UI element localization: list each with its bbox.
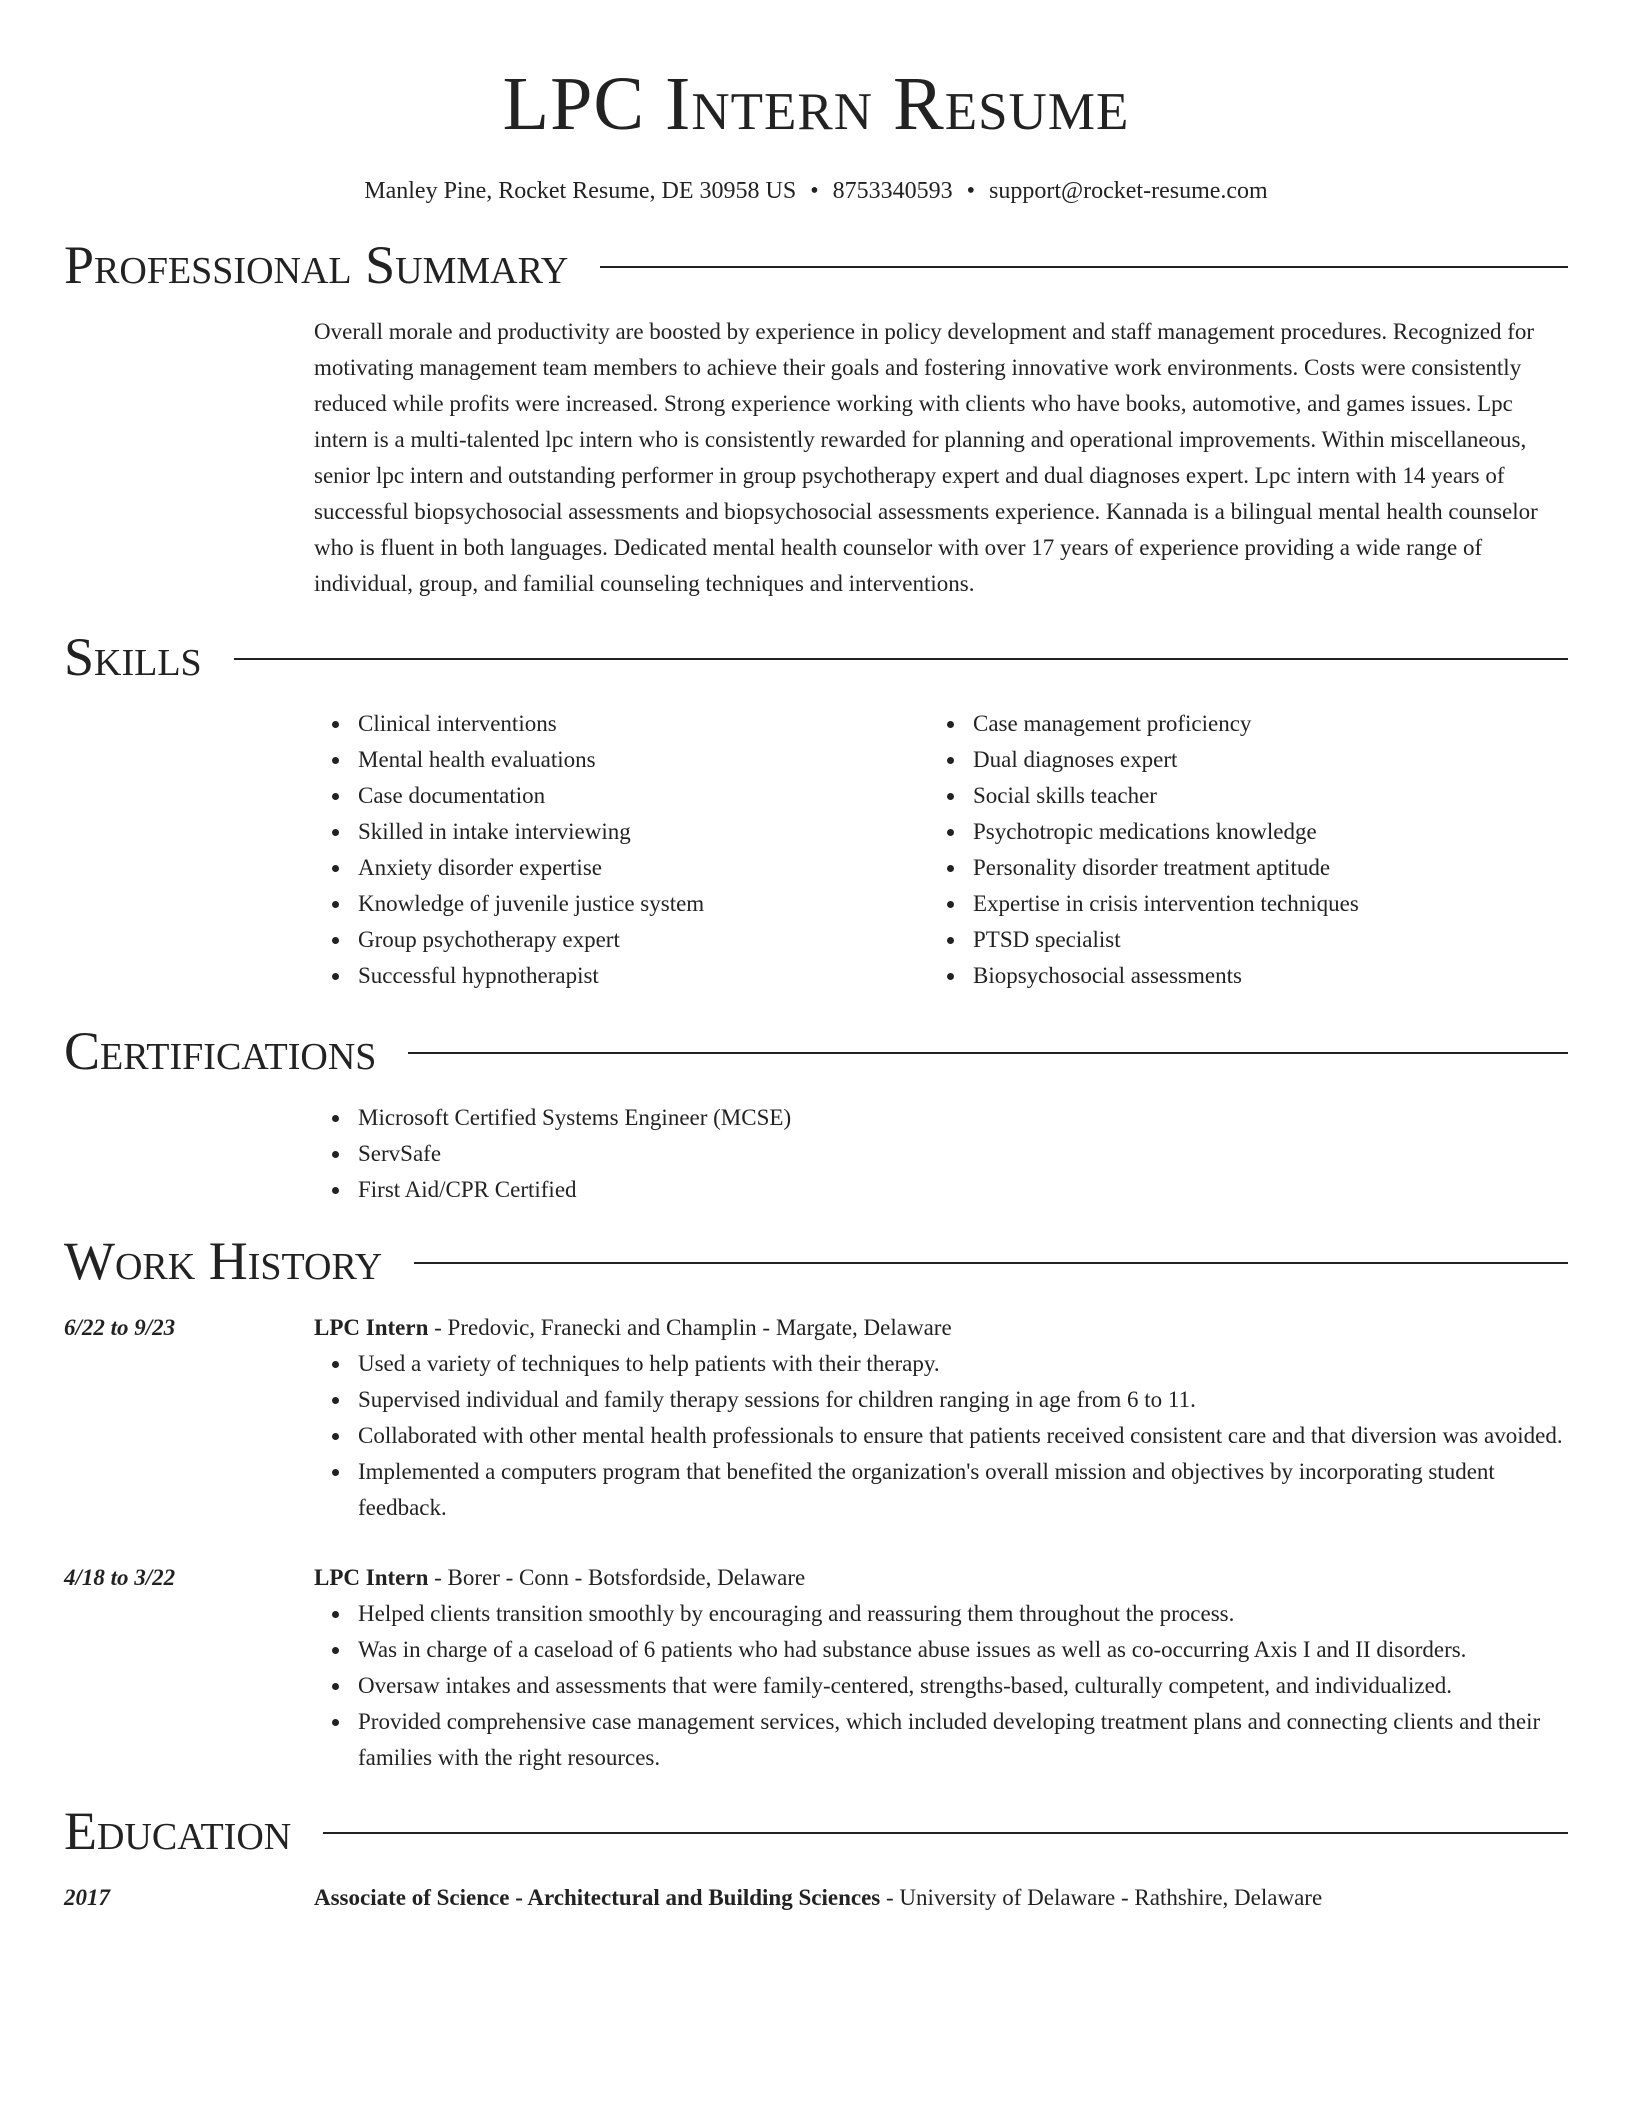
contact-address: Manley Pine, Rocket Resume, DE 30958 US — [364, 178, 797, 204]
skill-item: Group psychotherapy expert — [358, 922, 929, 958]
section-divider — [323, 1832, 1568, 1834]
skill-item: Psychotropic medications knowledge — [973, 814, 1544, 850]
resume-header — [64, 0, 1568, 206]
education-year: 2017 — [64, 1885, 110, 1910]
job-body — [314, 1560, 1568, 1776]
skills-column-left — [314, 706, 929, 994]
contact-email: support@rocket-resume.com — [989, 178, 1268, 204]
skill-item: Skilled in intake interviewing — [358, 814, 929, 850]
job-role: LPC Intern — [314, 1315, 429, 1340]
certification-item: ServSafe — [358, 1136, 1568, 1172]
section-title: Certifications — [64, 1021, 377, 1081]
job-employer: - Predovic, Franecki and Champlin - Margate, Delaware — [428, 1315, 952, 1340]
section-title: Professional Summary — [64, 235, 569, 295]
section-divider — [414, 1262, 1568, 1264]
resume-title: LPC Intern Resume — [502, 62, 1130, 146]
job-bullet: Helped clients transition smoothly by encouraging and reassuring them throughout the process. — [358, 1596, 1568, 1632]
job-title-line — [314, 1310, 1568, 1346]
skill-item: Anxiety disorder expertise — [358, 850, 929, 886]
work-history-section — [64, 1226, 1568, 1776]
job-bullet: Collaborated with other mental health professionals to ensure that patients received consistent care and that diversion was avoided. — [358, 1418, 1568, 1454]
education-line — [314, 1880, 1568, 1916]
contact-phone: 8753340593 — [832, 178, 953, 204]
skill-item: PTSD specialist — [973, 922, 1544, 958]
certification-item: Microsoft Certified Systems Engineer (MCSE) — [358, 1100, 1568, 1136]
skill-item: Social skills teacher — [973, 778, 1544, 814]
job-body — [314, 1310, 1568, 1526]
summary-heading — [64, 230, 1568, 300]
contact-line — [64, 176, 1568, 206]
skill-item: Successful hypnotherapist — [358, 958, 929, 994]
summary-section — [64, 230, 1568, 602]
job-bullet: Provided comprehensive case management services, which included developing treatment plans and connecting clients and their families with the right resources. — [358, 1704, 1568, 1776]
skill-item: Personality disorder treatment aptitude — [973, 850, 1544, 886]
skill-item: Knowledge of juvenile justice system — [358, 886, 929, 922]
skill-item: Case documentation — [358, 778, 929, 814]
skill-item: Case management proficiency — [973, 706, 1544, 742]
job-bullet: Oversaw intakes and assessments that were family-centered, strengths-based, culturally competent, and individualized. — [358, 1668, 1568, 1704]
education-heading — [64, 1796, 1568, 1866]
skills-grid — [314, 706, 1568, 994]
work-history-heading — [64, 1226, 1568, 1296]
certifications-section — [64, 1016, 1568, 1208]
job-dates: 6/22 to 9/23 — [64, 1315, 176, 1340]
job-bullet: Was in charge of a caseload of 6 patients who had substance abuse issues as well as co-occurring Axis I and II disorders. — [358, 1632, 1568, 1668]
contact-separator: • — [810, 178, 819, 204]
section-title: Work History — [64, 1231, 383, 1291]
section-divider — [408, 1052, 1568, 1054]
section-divider — [600, 266, 1568, 268]
skills-heading — [64, 622, 1568, 692]
job-bullet: Implemented a computers program that benefited the organization's overall mission and objectives by incorporating student feedback. — [358, 1454, 1568, 1526]
skills-column-right — [929, 706, 1544, 994]
certifications-list — [314, 1100, 1568, 1208]
section-divider — [234, 658, 1568, 660]
job-dates: 4/18 to 3/22 — [64, 1565, 176, 1590]
job-bullet: Used a variety of techniques to help patients with their therapy. — [358, 1346, 1568, 1382]
job-role: LPC Intern — [314, 1565, 429, 1590]
summary-text: Overall morale and productivity are boosted by experience in policy development and staff management procedures. Recognized for motivating management team members to achieve their goals and fostering innovative work environments. Costs were consistently reduced while profits were increased. Strong experience working with clients who have books, automotive, and games issues. Lpc intern is a multi-talented lpc intern who is consistently rewarded for planning and operational improvements. Within miscellaneous, senior lpc intern and outstanding performer in group psychotherapy expert and dual diagnoses expert. Lpc intern with 14 years of successful biopsychosocial assessments and biopsychosocial assessments experience. Kannada is a bilingual mental health counselor who is fluent in both languages. Dedicated mental health counselor with over 17 years of experience providing a wide range of individual, group, and familial counseling techniques and interventions. — [314, 319, 1538, 596]
skill-item: Mental health evaluations — [358, 742, 929, 778]
certification-item: First Aid/CPR Certified — [358, 1172, 1568, 1208]
skills-section — [64, 622, 1568, 994]
job-entry — [64, 1560, 1568, 1776]
skill-item: Clinical interventions — [358, 706, 929, 742]
contact-separator: • — [966, 178, 976, 204]
job-title-line — [314, 1560, 1568, 1596]
education-section — [64, 1796, 1568, 1916]
job-bullet: Supervised individual and family therapy sessions for children ranging in age from 6 to 11. — [358, 1382, 1568, 1418]
education-body — [314, 1880, 1568, 1916]
job-entry — [64, 1310, 1568, 1526]
education-degree: Associate of Science - Architectural and Building Sciences — [314, 1885, 881, 1910]
education-entry — [64, 1880, 1568, 1916]
section-title: Skills — [64, 627, 202, 687]
certifications-heading — [64, 1016, 1568, 1086]
section-title: Education — [64, 1801, 292, 1861]
education-school: - University of Delaware - Rathshire, Delaware — [880, 1885, 1323, 1910]
skill-item: Biopsychosocial assessments — [973, 958, 1544, 994]
skill-item: Dual diagnoses expert — [973, 742, 1544, 778]
skill-item: Expertise in crisis intervention techniques — [973, 886, 1544, 922]
job-employer: - Borer - Conn - Botsfordside, Delaware — [428, 1565, 806, 1590]
